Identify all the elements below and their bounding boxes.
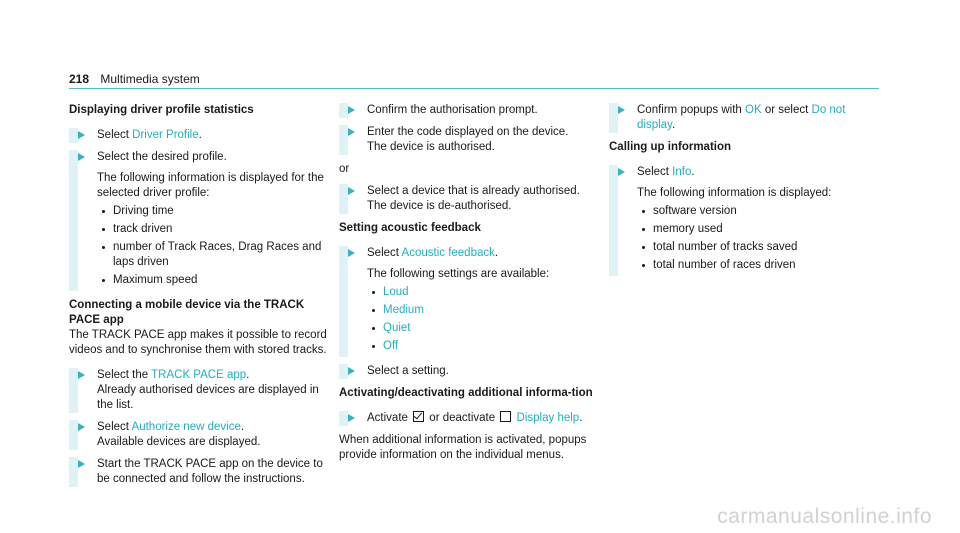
step-bar xyxy=(609,165,618,276)
list-item: software version xyxy=(637,204,869,219)
list-item: total number of races driven xyxy=(637,258,869,273)
ok-link[interactable]: OK xyxy=(745,104,762,116)
step: Select the desired profile. The following information is displayed for the selected driver profile: Driving time track driven number of Track Races, Drag Races and laps driven Maximum speed xyxy=(69,150,329,291)
step-arrow-icon xyxy=(348,106,355,114)
heading-additional-information: Activating/deactivating additional informa-tion xyxy=(339,387,593,399)
step-arrow-icon xyxy=(78,371,85,379)
option-off[interactable]: Off xyxy=(367,339,599,354)
step-arrow-icon xyxy=(348,128,355,136)
step: Confirm the authorisation prompt. xyxy=(339,103,599,118)
intro-paragraph: The TRACK PACE app makes it possible to record videos and to synchronise them with stored tracks. xyxy=(69,329,327,356)
list-item: Driving time xyxy=(97,204,329,219)
list-item: track driven xyxy=(97,222,329,237)
authorize-new-device-link[interactable]: Authorize new device xyxy=(131,421,241,433)
track-pace-app-link[interactable]: TRACK PACE app xyxy=(151,369,247,381)
option-quiet[interactable]: Quiet xyxy=(367,321,599,336)
step: Select a device that is already authorised. The device is de-authorised. xyxy=(339,184,599,214)
step: Select Info. The following information is displayed: software version memory used total number of tracks saved total number of races driven xyxy=(609,165,869,276)
info-link[interactable]: Info xyxy=(672,166,692,178)
page-number: 218 xyxy=(69,72,90,86)
option-medium[interactable]: Medium xyxy=(367,303,599,318)
step-arrow-icon xyxy=(618,106,625,114)
heading-connecting-device: Connecting a mobile device via the TRACK PACE app xyxy=(69,299,305,326)
list-item: number of Track Races, Drag Races and laps driven xyxy=(97,240,329,270)
column-1 xyxy=(69,103,329,494)
step-bar xyxy=(69,420,78,450)
or-text: or xyxy=(339,163,350,175)
step: Confirm popups with OK or select Do not display. xyxy=(609,103,869,133)
step-arrow-icon xyxy=(348,414,355,422)
info-list xyxy=(637,204,869,273)
step-arrow-icon xyxy=(78,460,85,468)
step-arrow-icon xyxy=(348,367,355,375)
step-bar xyxy=(339,125,348,155)
step-bar xyxy=(339,184,348,214)
step-arrow-icon xyxy=(78,423,85,431)
additional-info-paragraph: When additional information is activated, popups provide information on the individual menus. xyxy=(339,434,587,461)
step-bar xyxy=(69,150,78,291)
step: Select the TRACK PACE app. Already authorised devices are displayed in the list. xyxy=(69,368,329,413)
unchecked-box-icon xyxy=(500,411,511,422)
step: Start the TRACK PACE app on the device to be connected and follow the instructions. xyxy=(69,457,329,487)
section-title: Multimedia system xyxy=(100,72,200,86)
heading-acoustic-feedback: Setting acoustic feedback xyxy=(339,222,481,234)
step-arrow-icon xyxy=(78,131,85,139)
step: Select Authorize new device. Available devices are displayed. xyxy=(69,420,329,450)
column-2 xyxy=(339,103,599,463)
step-bar xyxy=(339,411,348,426)
list-item: memory used xyxy=(637,222,869,237)
step-bar xyxy=(339,103,348,118)
step: Activate or deactivate Display help. xyxy=(339,411,599,426)
step-arrow-icon xyxy=(348,187,355,195)
step-arrow-icon xyxy=(78,153,85,161)
watermark: carmanualsonline.info xyxy=(717,505,932,528)
display-help-link[interactable]: Display help xyxy=(516,412,580,424)
list-item: Maximum speed xyxy=(97,273,329,288)
step-arrow-icon xyxy=(618,168,625,176)
step: Enter the code displayed on the device. The device is authorised. xyxy=(339,125,599,155)
step-bar xyxy=(339,364,348,379)
step-arrow-icon xyxy=(348,249,355,257)
step: Select Driver Profile. xyxy=(69,128,329,143)
step: Select a setting. xyxy=(339,364,599,379)
checked-box-icon xyxy=(413,411,424,422)
list-item: total number of tracks saved xyxy=(637,240,869,255)
feedback-options-list xyxy=(367,285,599,354)
column-3 xyxy=(609,103,869,283)
step-bar xyxy=(609,103,618,133)
step-bar xyxy=(339,246,348,357)
step: Select Acoustic feedback. The following settings are available: Loud Medium Quiet Off xyxy=(339,246,599,357)
acoustic-feedback-link[interactable]: Acoustic feedback xyxy=(401,247,495,259)
option-loud[interactable]: Loud xyxy=(367,285,599,300)
driver-profile-link[interactable]: Driver Profile xyxy=(132,129,199,141)
step-bar xyxy=(69,457,78,487)
heading-calling-up-information: Calling up information xyxy=(609,141,732,153)
step-bar xyxy=(69,368,78,413)
profile-info-list xyxy=(97,204,329,288)
page-header xyxy=(69,72,200,86)
step-bar xyxy=(69,128,78,143)
heading-driver-profile-stats: Displaying driver profile statistics xyxy=(69,104,254,116)
header-rule xyxy=(69,88,879,89)
do-not-display-link[interactable]: Do not display xyxy=(637,104,846,131)
